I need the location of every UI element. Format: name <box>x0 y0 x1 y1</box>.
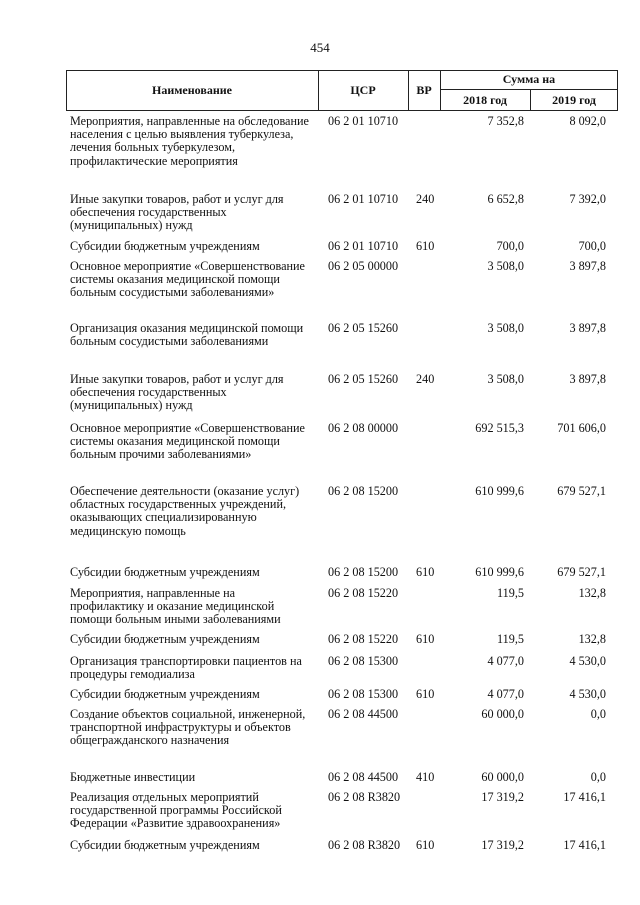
row-2018: 60 000,0 <box>481 770 524 784</box>
row-name: Бюджетные инвестиции <box>70 770 196 784</box>
row-2018: 17 319,2 <box>481 838 524 852</box>
row-vr: 610 <box>416 565 435 579</box>
row-vr: 240 <box>416 372 435 386</box>
header-csr: ЦСР <box>350 83 376 97</box>
table-header <box>66 70 618 111</box>
row-name: Субсидии бюджетным учреждениям <box>70 838 260 852</box>
row-2018: 3 508,0 <box>487 321 524 335</box>
row-name: Обеспечение деятельности (оказание услуг) областных государственных учреждений, оказывающих специализированную медицинскую помощь <box>70 484 300 538</box>
row-2019: 8 092,0 <box>569 114 606 128</box>
row-2019: 7 392,0 <box>569 192 606 206</box>
row-csr: 06 2 08 44500 <box>328 707 399 721</box>
row-csr: 06 2 05 15260 <box>328 372 399 386</box>
header-sum: Сумма на <box>502 72 556 86</box>
row-2019: 679 527,1 <box>557 484 606 498</box>
header-name: Наименование <box>152 83 232 97</box>
row-name: Организация оказания медицинской помощи больным сосудистыми заболеваниями <box>70 321 304 349</box>
row-vr: 610 <box>416 687 435 701</box>
row-name: Реализация отдельных мероприятий государственной программы Российской Федерации «Развитие здравоохранения» <box>70 790 282 831</box>
row-2019: 17 416,1 <box>563 838 606 852</box>
row-csr: 06 2 01 10710 <box>328 239 399 253</box>
row-name: Основное мероприятие «Совершенствование системы оказания медицинской помощи больным прочими заболеваниями» <box>70 421 305 462</box>
row-2019: 701 606,0 <box>557 421 606 435</box>
row-csr: 06 2 01 10710 <box>328 114 399 128</box>
row-vr: 610 <box>416 838 435 852</box>
row-csr: 06 2 08 R3820 <box>328 838 401 852</box>
row-2018: 3 508,0 <box>487 259 524 273</box>
row-vr: 240 <box>416 192 435 206</box>
row-name: Субсидии бюджетным учреждениям <box>70 687 260 701</box>
row-2019: 17 416,1 <box>563 790 606 804</box>
row-2018: 610 999,6 <box>475 565 524 579</box>
row-2019: 4 530,0 <box>569 654 606 668</box>
row-2019: 3 897,8 <box>569 259 606 273</box>
row-csr: 06 2 08 15200 <box>328 484 399 498</box>
row-2019: 700,0 <box>578 239 606 253</box>
row-2019: 3 897,8 <box>569 321 606 335</box>
row-name: Субсидии бюджетным учреждениям <box>70 632 260 646</box>
row-2018: 6 652,8 <box>487 192 524 206</box>
row-2019: 3 897,8 <box>569 372 606 386</box>
row-name: Субсидии бюджетным учреждениям <box>70 565 260 579</box>
header-2019: 2019 год <box>552 92 596 107</box>
row-csr: 06 2 08 15200 <box>328 565 399 579</box>
row-2019: 679 527,1 <box>557 565 606 579</box>
row-csr: 06 2 08 15220 <box>328 632 399 646</box>
row-vr: 410 <box>416 770 435 784</box>
row-name: Основное мероприятие «Совершенствование системы оказания медицинской помощи больным сосудистыми заболеваниями» <box>70 259 305 300</box>
row-csr: 06 2 05 15260 <box>328 321 399 335</box>
row-name: Иные закупки товаров, работ и услуг для обеспечения государственных (муниципальных) нужд <box>70 372 284 413</box>
page-number: 454 <box>310 40 330 55</box>
row-2018: 4 077,0 <box>487 654 524 668</box>
row-name: Субсидии бюджетным учреждениям <box>70 239 260 253</box>
row-csr: 06 2 08 15300 <box>328 687 399 701</box>
header-vr: ВР <box>416 83 432 97</box>
row-name: Мероприятия, направленные на профилактику и оказание медицинской помощи больным иными заболеваниями <box>70 586 281 627</box>
row-vr: 610 <box>416 632 435 646</box>
row-2018: 692 515,3 <box>475 421 524 435</box>
row-csr: 06 2 08 15300 <box>328 654 399 668</box>
row-name: Иные закупки товаров, работ и услуг для обеспечения государственных (муниципальных) нужд <box>70 192 284 233</box>
row-2019: 132,8 <box>578 632 606 646</box>
row-2018: 3 508,0 <box>487 372 524 386</box>
header-2018: 2018 год <box>463 92 507 107</box>
row-2018: 119,5 <box>497 586 524 600</box>
row-csr: 06 2 08 15220 <box>328 586 399 600</box>
row-vr: 610 <box>416 239 435 253</box>
row-name: Организация транспортировки пациентов на процедуры гемодиализа <box>70 654 302 682</box>
row-2018: 60 000,0 <box>481 707 524 721</box>
row-2019: 4 530,0 <box>569 687 606 701</box>
row-2018: 4 077,0 <box>487 687 524 701</box>
row-2018: 700,0 <box>496 239 524 253</box>
row-csr: 06 2 08 44500 <box>328 770 399 784</box>
row-2018: 7 352,8 <box>487 114 524 128</box>
row-2019: 0,0 <box>590 770 606 784</box>
row-csr: 06 2 08 00000 <box>328 421 399 435</box>
row-csr: 06 2 05 00000 <box>328 259 399 273</box>
row-2018: 17 319,2 <box>481 790 524 804</box>
row-2018: 610 999,6 <box>475 484 524 498</box>
row-csr: 06 2 01 10710 <box>328 192 399 206</box>
row-csr: 06 2 08 R3820 <box>328 790 401 804</box>
row-2018: 119,5 <box>497 632 524 646</box>
row-name: Создание объектов социальной, инженерной, транспортной инфраструктуры и объектов общегражданского назначения <box>70 707 306 748</box>
row-2019: 0,0 <box>590 707 606 721</box>
row-name: Мероприятия, направленные на обследование населения с целью выявления туберкулеза, лечения больных туберкулезом, профилактические мероприятия <box>70 114 309 168</box>
row-2019: 132,8 <box>578 586 606 600</box>
